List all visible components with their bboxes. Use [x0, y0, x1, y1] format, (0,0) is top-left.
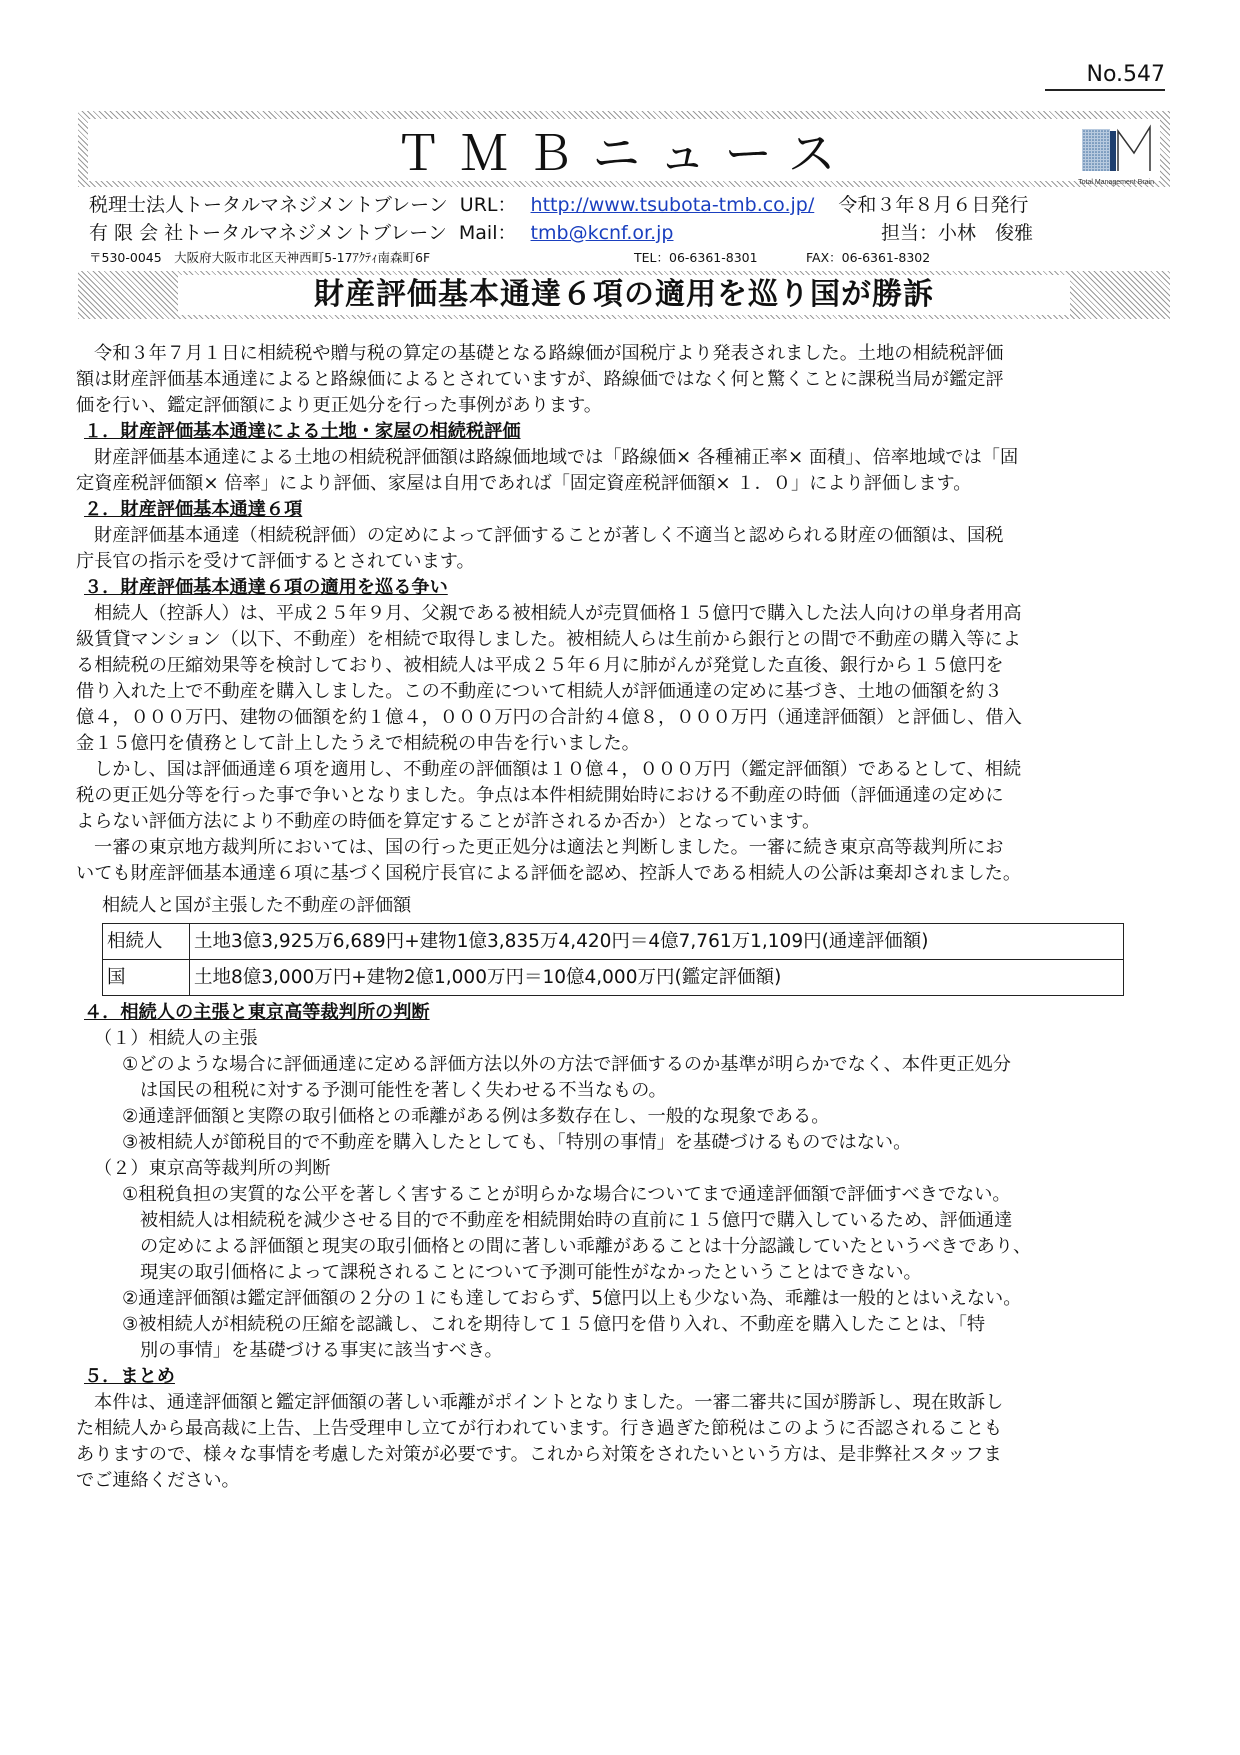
fax: FAX：06-6361-8302 — [806, 250, 931, 265]
section-4-heading: ４．相続人の主張と東京高等裁判所の判断 — [84, 1002, 430, 1023]
url-label: URL： — [459, 194, 517, 216]
table-cell-party: 国 — [103, 960, 190, 996]
section-3-line: る相続税の圧縮効果等を検討しており、被相続人は平成２５年６月に肺がんが発覚した直後、銀行から１５億円を — [76, 655, 1004, 676]
tmb-logo — [1078, 121, 1154, 186]
section-1-line: 財産評価基本通達による土地の相続税評価額は路線価地域では「路線価× 各種補正率× 面積」、倍率地域では「固 — [94, 447, 1019, 468]
section-3-line: 税の更正処分等を行った事で争いとなりました。争点は本件相続開始時における不動産の時価（評価通達の定めに — [76, 785, 1004, 806]
section-2-line: 庁長官の指示を受けて評価するとされています。 — [76, 551, 475, 572]
table-row — [103, 924, 1124, 960]
website-link[interactable]: http://www.tsubota-tmb.co.jp/ — [530, 194, 815, 216]
table-row — [103, 960, 1124, 996]
headline-band — [78, 271, 1170, 319]
section-5-line: でご連絡ください。 — [76, 1470, 240, 1491]
info-line-1 — [89, 193, 1028, 217]
org-name-1: 税理士法人トータルマネジメントブレーン — [89, 194, 448, 216]
issue-date: 令和３年８月６日発行 — [838, 194, 1029, 216]
masthead-inner — [88, 119, 1160, 186]
plaintiff-claim: ②通達評価額と実際の取引価格との乖離がある例は多数存在し、一般的な現象である。 — [122, 1106, 830, 1127]
section-3-line: 一審の東京地方裁判所においては、国の行った更正処分は適法と判断しました。一審に続き東京高等裁判所にお — [94, 837, 1004, 858]
section-3-line: 金１５億円を債務として計上したうえで相続税の申告を行いました。 — [76, 733, 640, 754]
section-5-heading: ５．まとめ — [84, 1366, 175, 1387]
table-caption: 相続人と国が主張した不動産の評価額 — [102, 895, 412, 916]
section-3-line: しかし、国は評価通達６項を適用し、不動産の評価額は１０億４，０００万円（鑑定評価額）であるとして、相続 — [94, 759, 1022, 780]
tel: TEL：06-6361-8301 — [634, 250, 758, 265]
contact-person: 担当：小林 俊雅 — [881, 222, 1034, 244]
tmb-logo-icon — [1080, 121, 1154, 181]
court-judgment: 被相続人は相続税を減少させる目的で不動産を相続開始時の直前に１５億円で購入しているため、評価通達 — [140, 1210, 1013, 1231]
court-judgment: ②通達評価額は鑑定評価額の２分の１にも達しておらず、5億円以上も少ない為、乖離は一般的とはいえない。 — [122, 1288, 1022, 1309]
table-cell-party: 相続人 — [103, 924, 190, 960]
intro-line: 額は財産評価基本通達によると路線価によるとされていますが、路線価ではなく何と驚くことに課税当局が鑑定評 — [76, 369, 1004, 390]
section-3-line: 借り入れた上で不動産を購入しました。この不動産について相続人が評価通達の定めに基づき、土地の価額を約３ — [76, 681, 1003, 702]
section-2-line: 財産評価基本通達（相続税評価）の定めによって評価することが著しく不適当と認められる財産の価額は、国税 — [94, 525, 1004, 546]
table-cell-value: 土地3億3,925万6,689円+建物1億3,835万4,420円＝4億7,761万1,109円(通達評価額) — [190, 924, 1124, 960]
plaintiff-claim: ③被相続人が節税目的で不動産を購入したとしても、「特別の事情」を基礎づけるものではない。 — [122, 1132, 912, 1153]
plaintiff-claim: ①どのような場合に評価通達に定める評価方法以外の方法で評価するのか基準が明らかでなく、本件更正処分 — [122, 1054, 1011, 1075]
court-judgment: ③被相続人が相続税の圧縮を認識し、これを期待して１５億円を借り入れ、不動産を購入したことは、「特 — [122, 1314, 986, 1335]
section-3-line: 億４，０００万円、建物の価額を約１億４，０００万円の合計約４億８，０００万円（通達評価額）と評価し、借入 — [76, 707, 1022, 728]
intro-line: 令和３年７月１日に相続税や贈与税の算定の基礎となる路線価が国税庁より発表されました。土地の相続税評価 — [94, 343, 1004, 364]
article-headline: 財産評価基本通達６項の適用を巡り国が勝訴 — [314, 277, 934, 312]
valuation-table — [102, 923, 1124, 996]
table-cell-value: 土地8億3,000万円+建物2億1,000万円＝10億4,000万円(鑑定評価額) — [190, 960, 1124, 996]
subheading-plaintiff: （１）相続人の主張 — [94, 1028, 258, 1049]
intro-line: 価を行い、鑑定評価額により更正処分を行った事例があります。 — [76, 395, 602, 416]
logo-caption: Total Management Brain — [1078, 179, 1154, 186]
info-line-2 — [89, 221, 1034, 245]
address: 〒530-0045 大阪府大阪市北区天神西町5-17ｱｸﾃｨ南森町6F — [89, 250, 431, 265]
court-judgment: の定めによる評価額と現実の取引価格との間に著しい乖離があることは十分認識していたというべきであり、 — [140, 1236, 1032, 1257]
section-3-line: いても財産評価基本通達６項に基づく国税庁長官による評価を認め、控訴人である相続人の公訴は棄却されました。 — [76, 863, 1022, 884]
masthead — [78, 111, 1170, 187]
section-3-line: 級賃貸マンション（以下、不動産）を相続で取得しました。被相続人らは生前から銀行との間で不動産の購入等によ — [76, 629, 1021, 650]
issue-number: No.547 — [1045, 62, 1165, 91]
subheading-court: （２）東京高等裁判所の判断 — [94, 1158, 331, 1179]
section-3-line: 相続人（控訴人）は、平成２５年９月、父親である被相続人が売買価格１５億円で購入した法人向けの単身者用高 — [94, 603, 1022, 624]
section-2-heading: ２．財産評価基本通達６項 — [84, 499, 303, 520]
section-1-heading: １．財産評価基本通達による土地・家屋の相続税評価 — [84, 421, 521, 442]
email-link[interactable]: tmb@kcnf.or.jp — [530, 222, 674, 244]
section-5-line: ありますので、様々な事情を考慮した対策が必要です。これから対策をされたいという方は、是非弊社スタッフま — [76, 1444, 1002, 1465]
section-3-heading: ３．財産評価基本通達６項の適用を巡る争い — [84, 577, 448, 598]
court-judgment: 別の事情」を基礎づける事実に該当すべき。 — [140, 1340, 503, 1361]
plaintiff-claim: は国民の租税に対する予測可能性を著しく失わせる不当なもの。 — [140, 1080, 667, 1101]
court-judgment: 現実の取引価格によって課税されることについて予測可能性がなかったということはできない。 — [140, 1262, 922, 1283]
section-5-line: た相続人から最高裁に上告、上告受理申し立てが行われています。行き過ぎた節税はこのように否認されることも — [76, 1418, 1003, 1439]
org-name-2: 有 限 会 社トータルマネジメントブレーン — [89, 222, 447, 244]
section-5-line: 本件は、通達評価額と鑑定評価額の著しい乖離がポイントとなりました。一審二審共に国が勝訴し、現在敗訴し — [94, 1392, 1004, 1413]
section-1-line: 定資産税評価額× 倍率」により評価、家屋は自用であれば「固定資産税評価額× １．０」により評価します。 — [76, 473, 972, 494]
article-body — [76, 341, 1176, 1494]
section-3-line: よらない評価方法により不動産の時価を算定することが許されるか否か）となっています。 — [76, 811, 821, 832]
headline-inner — [178, 275, 1070, 315]
mail-label: Mail： — [458, 222, 517, 244]
court-judgment: ①租税負担の実質的な公平を著しく害することが明らかな場合についてまで通達評価額で評価すべきでない。 — [122, 1184, 1011, 1205]
newsletter-title: ＴＭＢニュース — [394, 126, 854, 182]
